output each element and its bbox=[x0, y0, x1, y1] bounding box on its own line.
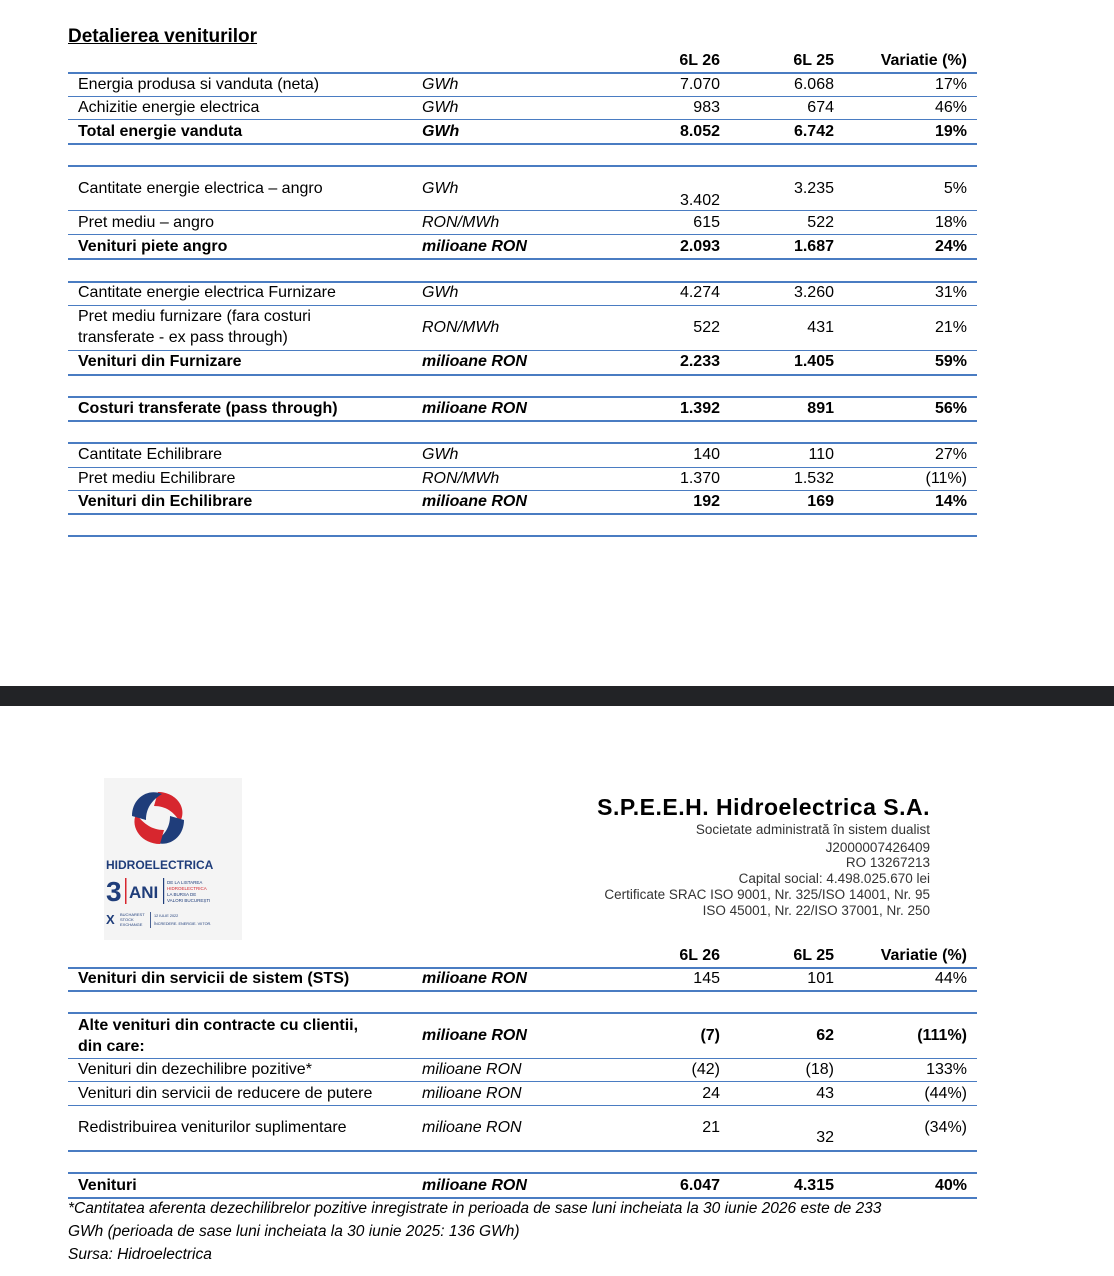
svg-text:X: X bbox=[106, 912, 115, 927]
row-label: Venituri piete angro bbox=[78, 238, 228, 255]
row-value-6l25: 1.405 bbox=[793, 353, 834, 370]
rule bbox=[68, 535, 977, 537]
row-value-6l25: 674 bbox=[807, 99, 834, 116]
rule bbox=[68, 258, 977, 260]
row-value-6l25: 1.532 bbox=[793, 470, 834, 487]
rule bbox=[68, 305, 977, 306]
rule bbox=[68, 119, 977, 120]
company-info-line: J2000007426409 bbox=[825, 840, 930, 855]
row-value-variation: 56% bbox=[934, 400, 967, 417]
row-value-variation: 31% bbox=[934, 284, 967, 301]
row-value-6l26: 6.047 bbox=[679, 1177, 720, 1194]
table-header bbox=[68, 947, 977, 969]
row-value-6l25: (18) bbox=[805, 1061, 834, 1078]
col-header-6l26: 6L 26 bbox=[679, 52, 720, 69]
rule bbox=[68, 1012, 977, 1014]
rule bbox=[68, 281, 977, 283]
row-unit: GWh bbox=[422, 99, 459, 116]
row-unit: RON/MWh bbox=[422, 470, 500, 487]
footnote-line: *Cantitatea aferenta dezechilibrelor pozitive inregistrate in perioada de sase luni incheiata la 30 iunie 2026 este de 233 bbox=[68, 1200, 882, 1217]
row-value-variation: (111%) bbox=[917, 1027, 967, 1044]
row-value-variation: 17% bbox=[934, 76, 967, 93]
row-unit: RON/MWh bbox=[422, 214, 500, 231]
source-note: Sursa: Hidroelectrica bbox=[68, 1246, 212, 1263]
rule bbox=[68, 990, 977, 992]
row-label: Pret mediu Echilibrare bbox=[78, 470, 236, 487]
row-value-variation: 14% bbox=[934, 493, 967, 510]
logo-graphic bbox=[104, 778, 242, 940]
row-value-6l25: 32 bbox=[816, 1129, 834, 1146]
row-value-6l25: 522 bbox=[807, 214, 834, 231]
col-header-6l25: 6L 25 bbox=[793, 52, 834, 69]
company-info-line: Societate administrată în sistem dualist bbox=[695, 822, 930, 837]
row-value-6l26: 2.233 bbox=[679, 353, 720, 370]
row-unit: milioane RON bbox=[422, 400, 527, 417]
row-value-6l25: 891 bbox=[807, 400, 834, 417]
row-value-6l25: 431 bbox=[807, 319, 834, 336]
row-value-variation: 27% bbox=[934, 446, 967, 463]
row-value-6l26: 615 bbox=[693, 214, 720, 231]
rule bbox=[68, 350, 977, 351]
rule bbox=[68, 1105, 977, 1106]
rule bbox=[68, 234, 977, 235]
row-value-6l25: 1.687 bbox=[793, 238, 834, 255]
row-unit: GWh bbox=[422, 123, 460, 140]
table-row bbox=[68, 308, 977, 350]
row-label: Cantitate Echilibrare bbox=[78, 446, 223, 463]
rule bbox=[68, 396, 977, 398]
row-value-6l26: 21 bbox=[702, 1119, 720, 1136]
row-value-6l26: 4.274 bbox=[679, 284, 720, 301]
row-label: Pret mediu – angro bbox=[78, 214, 215, 231]
row-unit: milioane RON bbox=[422, 493, 527, 510]
row-value-6l26: 3.402 bbox=[679, 192, 720, 209]
svg-text:3: 3 bbox=[106, 876, 122, 907]
rule bbox=[68, 513, 977, 515]
row-value-6l26: 522 bbox=[693, 319, 720, 336]
row-label: Venituri din Furnizare bbox=[78, 353, 242, 370]
svg-text:BUCHAREST: BUCHAREST bbox=[120, 912, 145, 917]
rule bbox=[68, 467, 977, 468]
row-value-6l25: 169 bbox=[807, 493, 834, 510]
row-value-variation: 133% bbox=[926, 1061, 967, 1078]
row-value-variation: 44% bbox=[934, 970, 967, 987]
svg-text:VALORI BUCUREȘTI: VALORI BUCUREȘTI bbox=[167, 898, 211, 903]
row-unit: milioane RON bbox=[422, 1061, 522, 1078]
row-value-variation: 40% bbox=[934, 1177, 967, 1194]
row-value-variation: (11%) bbox=[925, 470, 967, 487]
row-label: Redistribuirea veniturilor suplimentare bbox=[78, 1119, 347, 1136]
rule bbox=[68, 143, 977, 145]
row-value-6l25: 101 bbox=[807, 970, 834, 987]
table-row-total bbox=[68, 1017, 977, 1059]
rule bbox=[68, 967, 977, 969]
company-info-line: Capital social: 4.498.025.670 lei bbox=[738, 871, 930, 886]
row-label: Venituri din Echilibrare bbox=[78, 493, 253, 510]
row-unit: milioane RON bbox=[422, 238, 527, 255]
row-value-6l25: 3.260 bbox=[793, 284, 834, 301]
svg-text:DE LA LISTAREA: DE LA LISTAREA bbox=[167, 880, 203, 885]
row-label: Venituri din servicii de sistem (STS) bbox=[78, 970, 350, 987]
row-label-line2: transferate - ex pass through) bbox=[78, 329, 288, 346]
row-label: Cantitate energie electrica Furnizare bbox=[78, 284, 336, 301]
row-value-6l25: 6.068 bbox=[793, 76, 834, 93]
company-name: S.P.E.E.H. Hidroelectrica S.A. bbox=[597, 794, 930, 820]
row-value-6l25: 4.315 bbox=[793, 1177, 834, 1194]
rule bbox=[68, 165, 977, 167]
row-value-6l26: 7.070 bbox=[679, 76, 720, 93]
svg-text:LA BURSA DE: LA BURSA DE bbox=[167, 892, 197, 897]
row-unit: milioane RON bbox=[422, 1085, 522, 1102]
rule bbox=[68, 210, 977, 211]
row-value-6l26: 8.052 bbox=[679, 123, 720, 140]
row-value-6l26: 983 bbox=[693, 99, 720, 116]
row-label: Achizitie energie electrica bbox=[78, 99, 260, 116]
col-header-variation: Variatie (%) bbox=[880, 52, 967, 69]
section-title: Detalierea veniturilor bbox=[68, 26, 258, 47]
svg-text:12 IULIE 2022: 12 IULIE 2022 bbox=[154, 914, 179, 918]
row-value-6l26: 1.392 bbox=[679, 400, 720, 417]
row-value-6l26: 1.370 bbox=[679, 470, 720, 487]
svg-text:STOCK: STOCK bbox=[120, 917, 134, 922]
table-row bbox=[68, 1119, 977, 1151]
row-unit: RON/MWh bbox=[422, 319, 500, 336]
row-value-6l26: 2.093 bbox=[679, 238, 720, 255]
rule bbox=[68, 1150, 977, 1152]
row-label: Energia produsa si vanduta (neta) bbox=[78, 76, 320, 93]
row-value-6l25: 43 bbox=[816, 1085, 834, 1102]
row-label: Cantitate energie electrica – angro bbox=[78, 180, 323, 197]
row-value-6l26: 145 bbox=[693, 970, 720, 987]
row-label: Venituri din dezechilibre pozitive* bbox=[78, 1061, 312, 1078]
rule bbox=[68, 1172, 977, 1174]
rule bbox=[68, 96, 977, 97]
rule bbox=[68, 1197, 977, 1199]
row-unit: milioane RON bbox=[422, 1119, 522, 1136]
row-unit: GWh bbox=[422, 284, 459, 301]
company-logo bbox=[104, 778, 242, 940]
row-label: Venituri din servicii de reducere de putere bbox=[78, 1085, 373, 1102]
row-value-6l26: 192 bbox=[693, 493, 720, 510]
row-unit: GWh bbox=[422, 76, 459, 93]
row-value-variation: 59% bbox=[934, 353, 967, 370]
row-value-6l26: 140 bbox=[693, 446, 720, 463]
row-value-variation: 21% bbox=[934, 319, 967, 336]
svg-text:ÎNCREDERE. ENERGIE. VIITOR.: ÎNCREDERE. ENERGIE. VIITOR. bbox=[154, 922, 212, 926]
row-label: Alte venituri din contracte cu clientii, bbox=[78, 1017, 359, 1034]
row-label: Total energie vanduta bbox=[78, 123, 243, 140]
row-value-6l25: 110 bbox=[808, 446, 834, 463]
row-value-6l26: 24 bbox=[702, 1085, 720, 1102]
svg-text:ANI: ANI bbox=[129, 883, 159, 902]
row-unit: GWh bbox=[422, 446, 459, 463]
row-value-6l25: 62 bbox=[816, 1027, 834, 1044]
company-info-line: ISO 45001, Nr. 22/ISO 37001, Nr. 250 bbox=[702, 903, 930, 918]
svg-text:HIDROELECTRICA: HIDROELECTRICA bbox=[167, 886, 207, 891]
row-unit: milioane RON bbox=[422, 353, 527, 370]
row-value-variation: (44%) bbox=[924, 1085, 967, 1102]
row-unit: milioane RON bbox=[422, 970, 527, 987]
row-label: Costuri transferate (pass through) bbox=[78, 400, 338, 417]
rule bbox=[68, 1058, 977, 1059]
row-value-variation: 24% bbox=[934, 238, 967, 255]
col-header-variation: Variatie (%) bbox=[880, 947, 967, 964]
row-label-line2: din care: bbox=[78, 1038, 145, 1055]
row-label: Venituri bbox=[78, 1177, 137, 1194]
table-header bbox=[68, 52, 977, 74]
row-unit: GWh bbox=[422, 180, 459, 197]
row-value-6l26: (42) bbox=[691, 1061, 720, 1078]
row-value-variation: (34%) bbox=[924, 1119, 967, 1136]
row-value-variation: 5% bbox=[943, 180, 967, 197]
rule bbox=[68, 72, 977, 74]
footnote-line: GWh (perioada de sase luni incheiata la 30 iunie 2025: 136 GWh) bbox=[68, 1223, 520, 1240]
company-info-line: Certificate SRAC ISO 9001, Nr. 325/ISO 14001, Nr. 95 bbox=[604, 887, 930, 902]
row-value-variation: 19% bbox=[934, 123, 967, 140]
rule bbox=[68, 1081, 977, 1082]
col-header-6l26: 6L 26 bbox=[679, 947, 720, 964]
row-unit: milioane RON bbox=[422, 1027, 527, 1044]
company-info-line: RO 13267213 bbox=[845, 855, 930, 870]
logo-brand-text: HIDROELECTRICA bbox=[106, 858, 214, 872]
rule bbox=[68, 374, 977, 376]
page-divider bbox=[0, 686, 1114, 706]
row-value-6l25: 6.742 bbox=[793, 123, 834, 140]
col-header-6l25: 6L 25 bbox=[793, 947, 834, 964]
row-label: Pret mediu furnizare (fara costuri bbox=[78, 308, 311, 325]
row-unit: milioane RON bbox=[422, 1177, 527, 1194]
row-value-variation: 18% bbox=[934, 214, 967, 231]
rule bbox=[68, 442, 977, 444]
row-value-6l25: 3.235 bbox=[793, 180, 834, 197]
rule bbox=[68, 490, 977, 491]
row-value-6l26: (7) bbox=[700, 1027, 720, 1044]
rule bbox=[68, 420, 977, 422]
row-value-variation: 46% bbox=[934, 99, 967, 116]
svg-text:EXCHANGE: EXCHANGE bbox=[120, 922, 143, 927]
